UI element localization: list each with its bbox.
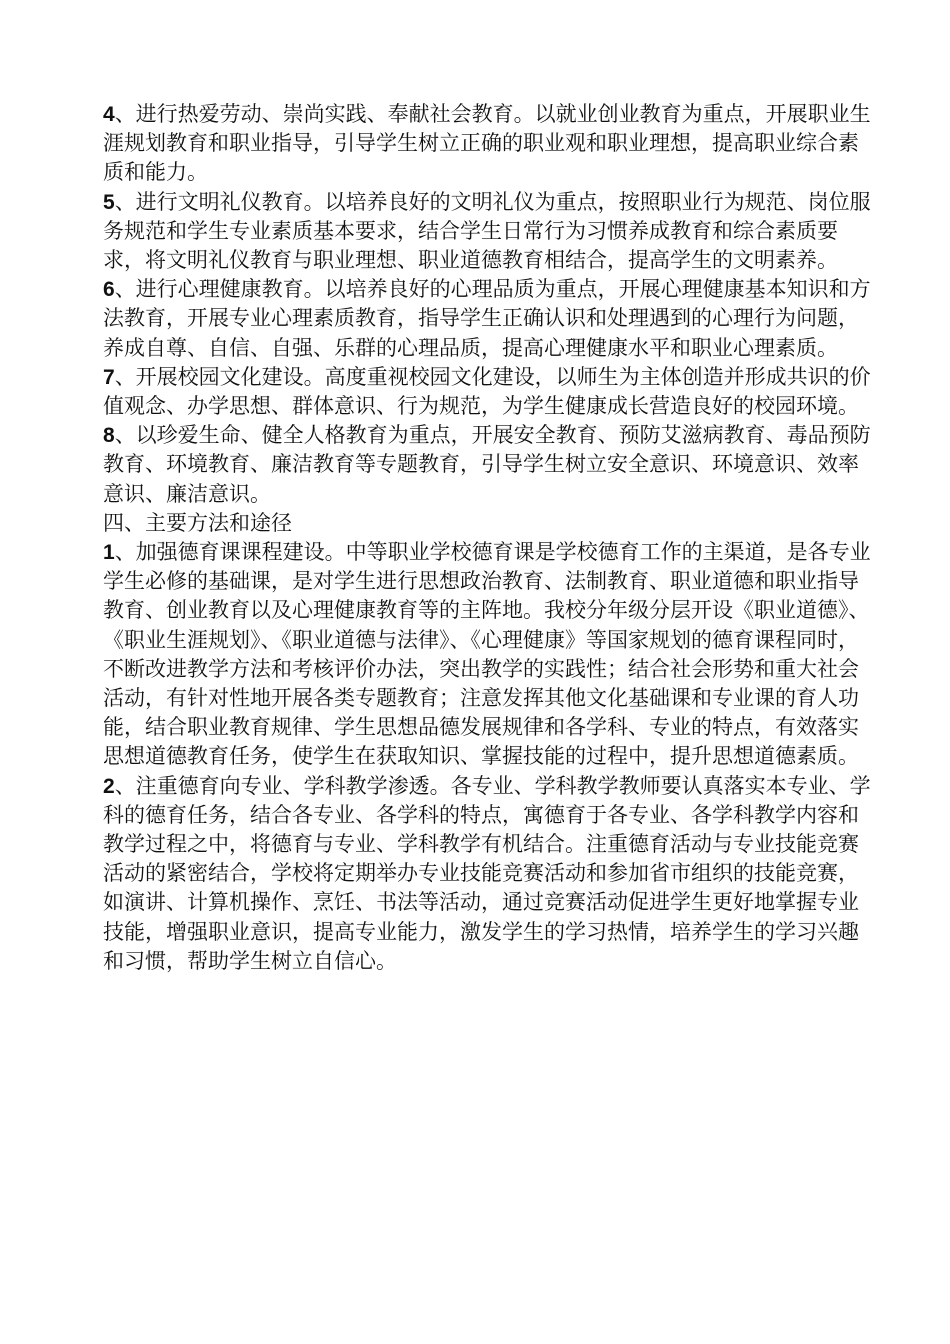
list-item-7 bbox=[103, 363, 873, 421]
section-heading: 四、主要方法和途径 bbox=[103, 510, 292, 535]
item-text: 、开展校园文化建设。高度重视校园文化建设，以师生为主体创造并形成共识的价值观念、办学思想、群体意识、行为规范，为学生健康成长营造良好的校园环境。 bbox=[103, 364, 871, 419]
item-number: 4 bbox=[103, 103, 115, 126]
item-number: 7 bbox=[103, 365, 115, 389]
item-number: 5 bbox=[103, 190, 115, 214]
item-number: 2 bbox=[103, 774, 115, 798]
list-item-5 bbox=[103, 188, 873, 276]
item-number: 6 bbox=[103, 278, 115, 302]
item-text: 、注重德育向专业、学科教学渗透。各专业、学科教学教师要认真落实本专业、学科的德育任务，结合各专业、各学科的特点，寓德育于各专业、各学科教学内容和教学过程之中，将德育与专业、学科教学有机结合。注重德育活动与专业技能竞赛活动的紧密结合，学校将定期举办专业技能竞赛活动和参加省市组织的技能竞赛，如演讲、计算机操作、烹饪、书法等活动，通过竞赛活动促进学生更好地掌握专业技能，增强职业意识，提高专业能力，激发学生的学习热情，培养学生的学习兴趣和习惯，帮助学生树立自信心。 bbox=[103, 773, 871, 973]
item-text: 、加强德育课课程建设。中等职业学校德育课是学校德育工作的主渠道，是各专业学生必修的基础课，是对学生进行思想政治教育、法制教育、职业道德和职业指导教育、创业教育以及心理健康教育等的主阵地。我校分年级分层开设《职业道德》、《职业生涯规划》、《职业道德与法律》、《心理健康》等国家规划的德育课程同时，不断改进教学方法和考核评价办法，突出教学的实践性；结合社会形势和重大社会活动，有针对性地开展各类专题教育；注意发挥其他文化基础课和专业课的育人功能，结合职业教育规律、学生思想品德发展规律和各学科、专业的特点，有效落实思想道德教育任务，使学生在获取知识、掌握技能的过程中，提升思想道德素质。 bbox=[103, 540, 871, 769]
item-text: 、进行热爱劳动、崇尚实践、奉献社会教育。以就业创业教育为重点，开展职业生涯规划教育和职业指导，引导学生树立正确的职业观和职业理想，提高职业综合素质和能力。 bbox=[103, 102, 871, 185]
item-text: 、进行心理健康教育。以培养良好的心理品质为重点，开展心理健康基本知识和方法教育，开展专业心理素质教育，指导学生正确认识和处理遇到的心理行为问题，养成自尊、自信、自强、乐群的心理品质，提高心理健康水平和职业心理素质。 bbox=[103, 277, 871, 360]
list-item-4 bbox=[103, 100, 873, 188]
item-text: 、以珍爱生命、健全人格教育为重点，开展安全教育、预防艾滋病教育、毒品预防教育、环境教育、廉洁教育等专题教育，引导学生树立安全意识、环境意识、效率意识、廉洁意识。 bbox=[103, 423, 871, 506]
item-number: 1 bbox=[103, 541, 115, 565]
list-item-8 bbox=[103, 421, 873, 509]
document-body bbox=[103, 100, 873, 976]
item-number: 8 bbox=[103, 424, 115, 448]
item-text: 、进行文明礼仪教育。以培养良好的文明礼仪为重点，按照职业行为规范、岗位服务规范和学生专业素质基本要求，结合学生日常行为习惯养成教育和综合素质要求，将文明礼仪教育与职业理想、职业道德教育相结合，提高学生的文明素养。 bbox=[103, 189, 871, 273]
method-item-2 bbox=[103, 772, 873, 976]
method-item-1 bbox=[103, 538, 873, 772]
list-item-6 bbox=[103, 275, 873, 363]
